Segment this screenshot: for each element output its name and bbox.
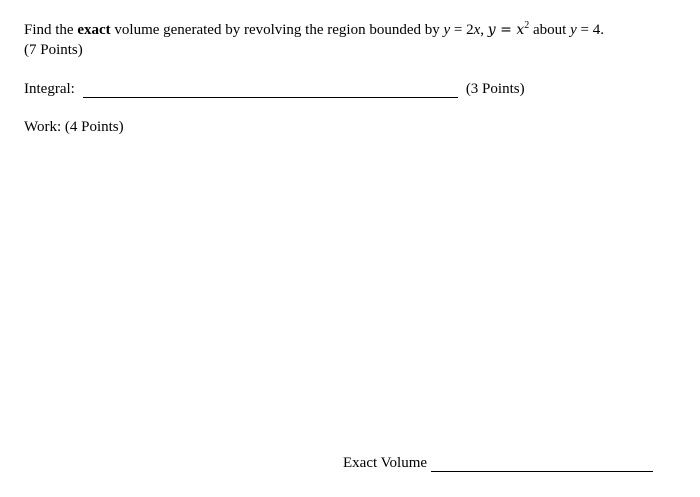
exact-volume-label: Exact Volume bbox=[343, 455, 428, 471]
question-text bbox=[24, 22, 604, 39]
exact-volume-row bbox=[343, 455, 653, 472]
eq2-y: y bbox=[487, 22, 496, 38]
question-intro: Find the bbox=[24, 22, 74, 38]
question-body: volume generated by revolving the region bounded by bbox=[114, 22, 440, 38]
integral-label: Integral: bbox=[24, 81, 75, 97]
eq2-exponent: 2 bbox=[524, 20, 530, 31]
question-points: (7 Points) bbox=[24, 42, 83, 58]
eq2-equals: = bbox=[495, 22, 517, 38]
eq1-y: y bbox=[443, 22, 451, 38]
eq1-rhs: = 2 bbox=[450, 22, 474, 38]
question-exact-word: exact bbox=[77, 22, 111, 38]
integral-answer-blank[interactable] bbox=[83, 83, 458, 98]
exact-volume-answer-blank[interactable] bbox=[431, 457, 653, 472]
about-word: about bbox=[529, 22, 571, 38]
eq-separator: , bbox=[480, 22, 488, 38]
eq1-x: x bbox=[473, 22, 481, 38]
eq3-rhs: = 4. bbox=[576, 22, 604, 38]
eq2-x: x bbox=[516, 22, 525, 38]
integral-row bbox=[24, 81, 525, 98]
eq3-y: y bbox=[570, 22, 577, 38]
work-label: Work: (4 Points) bbox=[24, 119, 124, 135]
integral-points: (3 Points) bbox=[465, 81, 525, 97]
